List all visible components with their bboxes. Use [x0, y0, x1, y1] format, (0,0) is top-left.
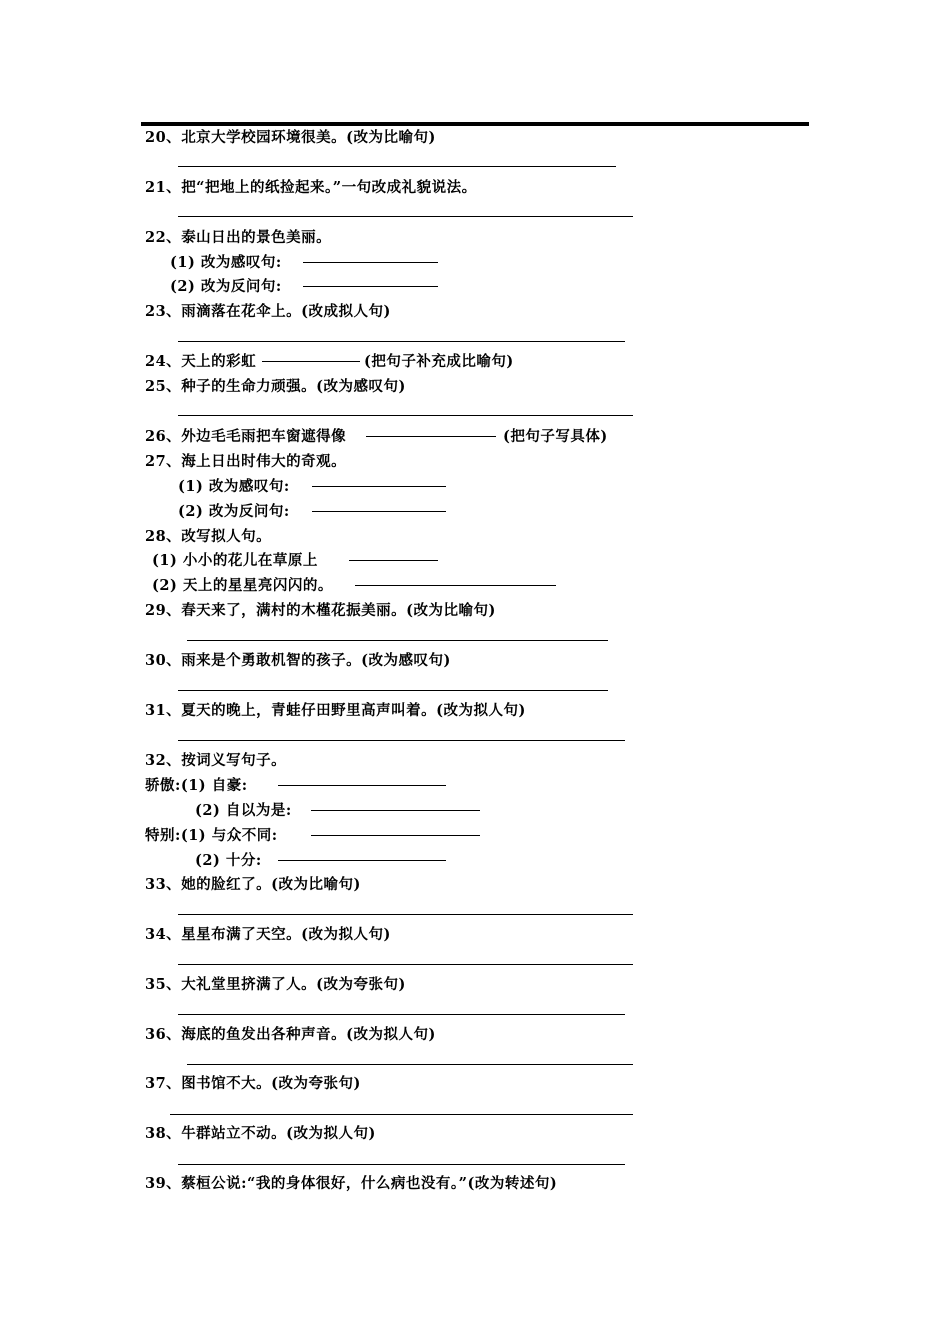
question-32-sub-3: 特别:(1) 与众不同: — [145, 827, 278, 844]
answer-line-29[interactable] — [187, 640, 608, 641]
question-39: 39、蔡桓公说:“我的身体很好，什么病也没有。”(改为转述句) — [145, 1175, 558, 1192]
question-37: 37、图书馆不大。(改为夸张句) — [145, 1075, 361, 1092]
question-22-sub-1: (1) 改为感叹句: — [170, 254, 282, 271]
question-35: 35、大礼堂里挤满了人。(改为夸张句) — [145, 976, 406, 993]
answer-line-32-2[interactable] — [311, 810, 480, 811]
answer-line-37[interactable] — [170, 1114, 633, 1115]
answer-line-27-1[interactable] — [312, 486, 446, 487]
question-21: 21、把“把地上的纸捡起来。”一句改成礼貌说法。 — [145, 179, 477, 196]
top-rule — [141, 122, 809, 126]
question-34: 34、星星布满了天空。(改为拟人句) — [145, 926, 391, 943]
question-26-instruction: (把句子写具体) — [503, 428, 608, 445]
answer-line-23[interactable] — [178, 341, 625, 342]
question-22: 22、泰山日出的景色美丽。 — [145, 229, 332, 246]
answer-line-32-1[interactable] — [278, 785, 446, 786]
answer-line-22-2[interactable] — [303, 286, 438, 287]
question-27-sub-2: (2) 改为反问句: — [178, 503, 290, 520]
answer-line-35[interactable] — [178, 1014, 625, 1015]
answer-line-32-3[interactable] — [311, 835, 480, 836]
question-32-sub-1: 骄傲:(1) 自豪: — [145, 777, 248, 794]
question-24-instruction: (把句子补充成比喻句) — [364, 353, 514, 370]
question-32: 32、按词义写句子。 — [145, 752, 287, 769]
question-38: 38、牛群站立不动。(改为拟人句) — [145, 1125, 376, 1142]
answer-line-32-4[interactable] — [278, 860, 446, 861]
answer-line-25[interactable] — [178, 415, 633, 416]
answer-line-27-2[interactable] — [312, 511, 446, 512]
answer-line-22-1[interactable] — [303, 262, 438, 263]
question-25: 25、种子的生命力顽强。(改为感叹句) — [145, 378, 406, 395]
question-28-sub-1: (1) 小小的花儿在草原上 — [152, 552, 318, 569]
answer-line-26[interactable] — [366, 436, 496, 437]
answer-line-24[interactable] — [262, 361, 360, 362]
question-30: 30、雨来是个勇敢机智的孩子。(改为感叹句) — [145, 652, 451, 669]
answer-line-33[interactable] — [178, 914, 633, 915]
answer-line-34[interactable] — [178, 964, 633, 965]
question-29: 29、春天来了，满村的木槿花振美丽。(改为比喻句) — [145, 602, 496, 619]
question-33: 33、她的脸红了。(改为比喻句) — [145, 876, 361, 893]
answer-line-21[interactable] — [178, 216, 633, 217]
question-24: 24、天上的彩虹 — [145, 353, 257, 370]
question-28-sub-2: (2) 天上的星星亮闪闪的。 — [152, 577, 333, 594]
question-32-sub-2: (2) 自以为是: — [195, 802, 292, 819]
answer-line-31[interactable] — [178, 740, 625, 741]
question-27: 27、海上日出时伟大的奇观。 — [145, 453, 347, 470]
question-23: 23、雨滴落在花伞上。(改成拟人句) — [145, 303, 391, 320]
question-32-sub-4: (2) 十分: — [195, 852, 262, 869]
question-22-sub-2: (2) 改为反问句: — [170, 278, 282, 295]
answer-line-28-1[interactable] — [349, 560, 438, 561]
answer-line-28-2[interactable] — [355, 585, 556, 586]
answer-line-30[interactable] — [178, 690, 608, 691]
question-36: 36、海底的鱼发出各种声音。(改为拟人句) — [145, 1026, 436, 1043]
answer-line-20[interactable] — [178, 166, 616, 167]
question-28: 28、改写拟人句。 — [145, 528, 272, 545]
answer-line-38[interactable] — [178, 1164, 625, 1165]
question-26: 26、外边毛毛雨把车窗遮得像 — [145, 428, 347, 445]
answer-line-36[interactable] — [187, 1064, 633, 1065]
question-20: 20、北京大学校园环境很美。(改为比喻句) — [145, 129, 436, 146]
question-27-sub-1: (1) 改为感叹句: — [178, 478, 290, 495]
question-31: 31、夏天的晚上，青蛙仔田野里高声叫着。(改为拟人句) — [145, 702, 526, 719]
